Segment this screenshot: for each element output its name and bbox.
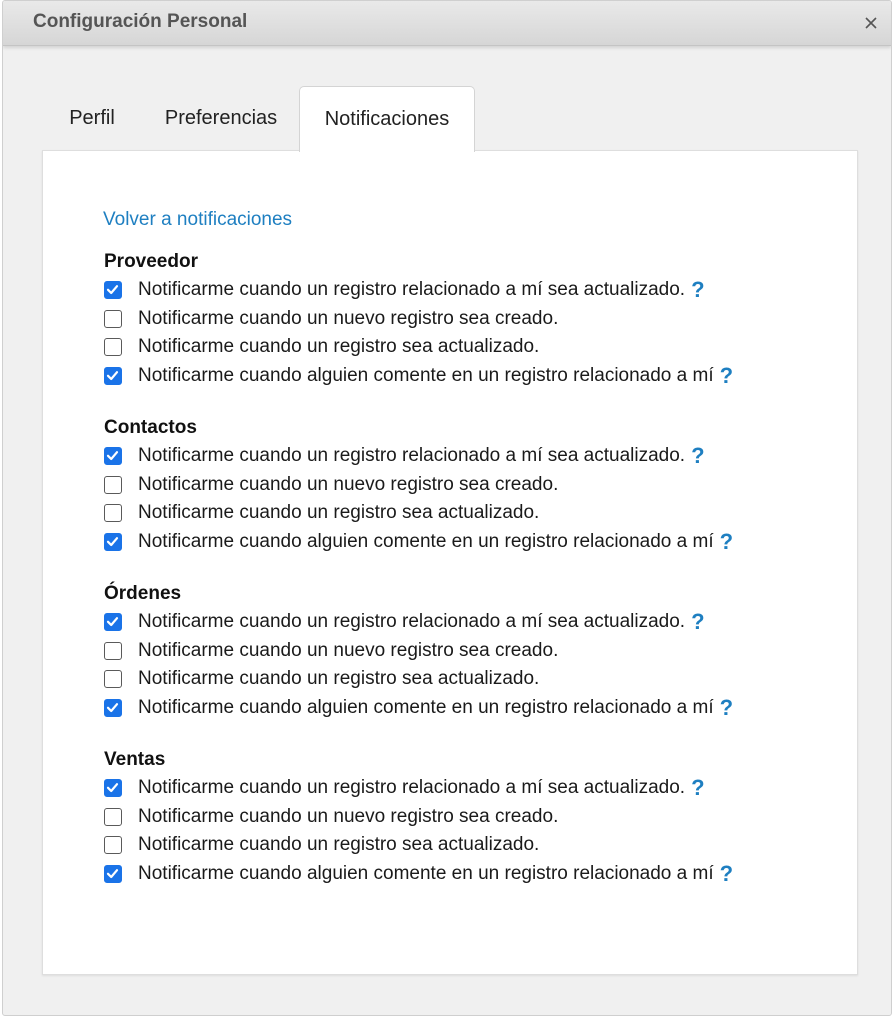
notification-option-label: Notificarme cuando un registro relacionado a mí sea actualizado.	[138, 611, 686, 633]
notification-option-label: Notificarme cuando alguien comente en un registro relacionado a mí	[138, 364, 714, 386]
notification-checkbox[interactable]	[104, 699, 122, 717]
help-icon[interactable]: ?	[691, 443, 705, 469]
section-title: Ventas	[104, 749, 166, 770]
notification-option	[104, 665, 844, 694]
notification-option	[104, 608, 844, 637]
notification-checkbox[interactable]	[104, 779, 122, 797]
notification-option	[104, 803, 844, 832]
notification-option	[104, 499, 844, 528]
notification-option	[104, 694, 844, 723]
help-icon[interactable]: ?	[719, 694, 734, 720]
notification-checkbox[interactable]	[104, 613, 122, 631]
help-icon[interactable]: ?	[719, 860, 734, 886]
notification-option	[104, 471, 844, 500]
dialog-titlebar	[3, 1, 891, 46]
help-icon[interactable]: ?	[691, 609, 705, 635]
notification-option	[104, 831, 844, 860]
notification-checkbox[interactable]	[104, 504, 122, 522]
section-2	[104, 585, 844, 722]
notification-option-label: Notificarme cuando un nuevo registro sea creado.	[138, 805, 559, 827]
dialog-title: Configuración Personal	[33, 11, 248, 32]
notification-option	[104, 860, 844, 889]
notification-option	[104, 442, 844, 471]
notification-option-label: Notificarme cuando un registro relacionado a mí sea actualizado.	[138, 445, 686, 467]
section-title: Contactos	[104, 417, 197, 438]
notification-option	[104, 528, 844, 557]
section-title: Órdenes	[104, 583, 182, 604]
notification-checkbox[interactable]	[104, 447, 122, 465]
section-title: Proveedor	[104, 251, 198, 272]
notification-option	[104, 333, 844, 362]
help-icon[interactable]: ?	[719, 528, 734, 554]
notification-option	[104, 276, 844, 305]
notification-option-label: Notificarme cuando alguien comente en un registro relacionado a mí	[138, 862, 714, 884]
tab-preferencias[interactable]: Preferencias	[164, 107, 278, 129]
notification-option-label: Notificarme cuando alguien comente en un registro relacionado a mí	[138, 696, 714, 718]
notification-option	[104, 637, 844, 666]
help-icon[interactable]: ?	[719, 362, 734, 388]
notification-checkbox[interactable]	[104, 865, 122, 883]
tab-notificaciones[interactable]: Notificaciones	[299, 86, 475, 152]
settings-dialog	[2, 0, 892, 1016]
notification-option	[104, 362, 844, 391]
section-3	[104, 751, 844, 888]
close-icon[interactable]	[863, 15, 879, 31]
notification-checkbox[interactable]	[104, 670, 122, 688]
notification-checkbox[interactable]	[104, 281, 122, 299]
notification-option	[104, 774, 844, 803]
notification-option-label: Notificarme cuando un nuevo registro sea creado.	[138, 307, 559, 329]
notification-checkbox[interactable]	[104, 836, 122, 854]
notification-option-label: Notificarme cuando alguien comente en un registro relacionado a mí	[138, 530, 714, 552]
notification-option-label: Notificarme cuando un nuevo registro sea creado.	[138, 639, 559, 661]
notification-checkbox[interactable]	[104, 642, 122, 660]
section-0	[104, 253, 844, 390]
notification-option-label: Notificarme cuando un nuevo registro sea creado.	[138, 473, 559, 495]
notification-checkbox[interactable]	[104, 338, 122, 356]
notifications-panel	[42, 150, 858, 975]
notification-checkbox[interactable]	[104, 310, 122, 328]
notification-option-label: Notificarme cuando un registro sea actualizado.	[138, 336, 540, 358]
notification-option	[104, 305, 844, 334]
section-1	[104, 419, 844, 556]
tab-perfil[interactable]: Perfil	[69, 107, 115, 129]
notification-checkbox[interactable]	[104, 533, 122, 551]
notification-option-label: Notificarme cuando un registro sea actualizado.	[138, 668, 540, 690]
notification-option-label: Notificarme cuando un registro relacionado a mí sea actualizado.	[138, 777, 686, 799]
notification-option-label: Notificarme cuando un registro sea actualizado.	[138, 834, 540, 856]
notification-option-label: Notificarme cuando un registro sea actualizado.	[138, 502, 540, 524]
back-to-notifications-link[interactable]: Volver a notificaciones	[103, 209, 293, 230]
notification-checkbox[interactable]	[104, 367, 122, 385]
notification-checkbox[interactable]	[104, 476, 122, 494]
help-icon[interactable]: ?	[691, 277, 705, 303]
notification-option-label: Notificarme cuando un registro relacionado a mí sea actualizado.	[138, 279, 686, 301]
help-icon[interactable]: ?	[691, 775, 705, 801]
notification-checkbox[interactable]	[104, 808, 122, 826]
